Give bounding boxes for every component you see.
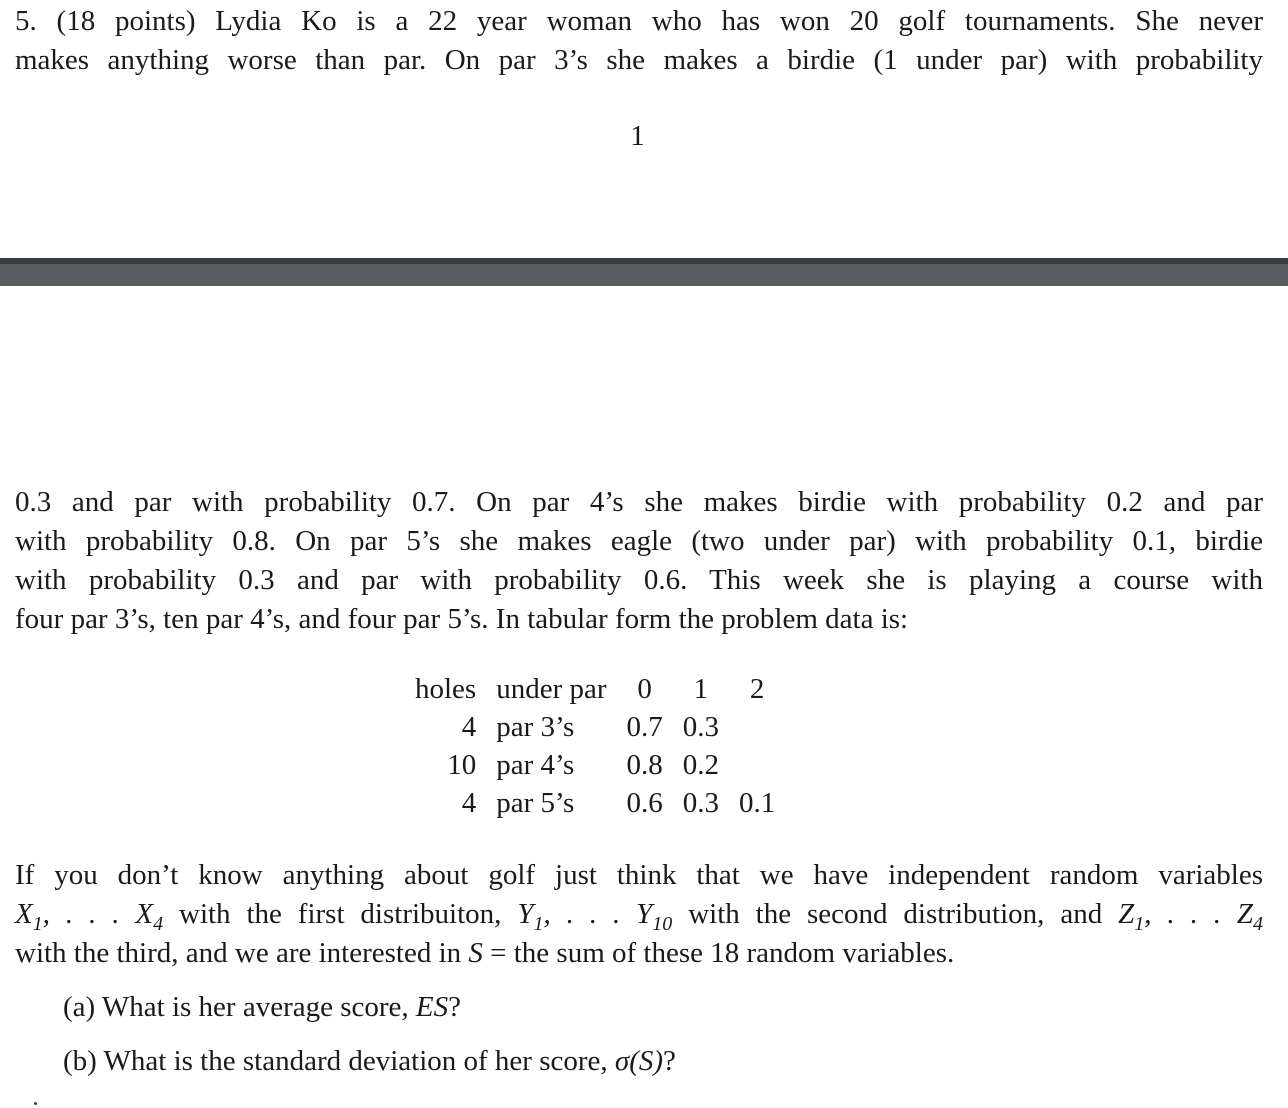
table-cell-p0: 0.7 <box>626 711 663 743</box>
table-cell-p1: 0.3 <box>682 711 720 743</box>
table-header-holes: holes <box>415 673 477 705</box>
math-z-seq: $Z_1$, . . . $Z_4$ <box>1118 898 1264 935</box>
table-cell-p1: 0.3 <box>682 787 720 819</box>
continuation-line-2: with probability 0.8. On par 5’s she makes eagle (two under par) with probability 0.1, birdie <box>15 525 1263 557</box>
probability-table <box>405 670 785 822</box>
table-header-2: 2 <box>749 673 765 705</box>
table-cell-p1: 0.2 <box>682 749 720 781</box>
problem-line-2: makes anything worse than par. On par 3’s she makes a birdie (1 under par) with probability <box>15 44 1263 76</box>
table-header-1: 1 <box>693 673 709 705</box>
page-top <box>0 0 1288 258</box>
question-b-suffix: ? <box>663 1045 676 1077</box>
table-row <box>405 708 785 746</box>
math-x-seq: $X_1$, . . . $X_4$ <box>15 898 164 935</box>
table-cell-holes: 4 <box>461 787 477 819</box>
page-break-divider <box>0 258 1288 286</box>
table-cell-holes: 10 <box>447 749 477 781</box>
problem-line-1: 5. (18 points) Lydia Ko is a 22 year woman who has won 20 golf tournaments. She never <box>15 5 1263 37</box>
table-row <box>405 784 785 822</box>
stray-mark <box>34 1102 37 1105</box>
table-header-0: 0 <box>637 673 652 705</box>
table-cell-p2 <box>729 708 785 746</box>
table-cell-type: par 4’s <box>496 749 575 781</box>
explain-line-3-a: with the third, and we are interested in <box>15 937 462 969</box>
table-cell-holes: 4 <box>461 711 477 743</box>
table-cell-type: par 3’s <box>496 711 575 743</box>
table-row <box>405 746 785 784</box>
explain-line-2 <box>15 895 1263 934</box>
math-s: S <box>468 937 483 969</box>
continuation-line-1: 0.3 and par with probability 0.7. On par 4’s she makes birdie with probability 0.2 and par <box>15 486 1263 518</box>
explain-line-2-b: with the second distribution, and <box>688 898 1103 930</box>
explain-line-1: If you don’t know anything about golf just think that we have independent random variables <box>15 859 1263 891</box>
problem-continuation <box>15 483 1263 639</box>
explain-line-2-a: with the first distribuiton, <box>179 898 502 930</box>
table-cell-p0: 0.6 <box>626 787 663 819</box>
table-header-row <box>405 670 785 708</box>
table-header-under-par: under par <box>496 673 607 705</box>
question-a <box>63 988 461 1027</box>
random-variable-explanation <box>15 856 1263 973</box>
question-a-math: ES <box>415 991 449 1023</box>
continuation-line-4: four par 3’s, ten par 4’s, and four par 5’s. In tabular form the problem data is: <box>15 603 909 635</box>
page-number: 1 <box>630 120 645 152</box>
table-cell-p2: 0.1 <box>739 787 776 819</box>
table-cell-p2 <box>729 746 785 784</box>
table-cell-type: par 5’s <box>496 787 575 819</box>
continuation-line-3: with probability 0.3 and par with probability 0.6. This week she is playing a course with <box>15 564 1263 596</box>
explain-line-3-b: = the sum of these 18 random variables. <box>490 937 955 969</box>
question-b-text: (b) What is the standard deviation of her score, <box>63 1045 608 1077</box>
table-cell-p0: 0.8 <box>626 749 663 781</box>
question-b <box>63 1042 676 1081</box>
math-y-seq: $Y_1$, . . . $Y_{10}$ <box>517 898 673 935</box>
question-b-math: σ(S) <box>614 1045 664 1077</box>
question-a-text: (a) What is her average score, <box>63 991 409 1023</box>
problem-intro <box>15 2 1263 80</box>
explain-line-3 <box>15 934 1263 973</box>
question-a-suffix: ? <box>448 991 462 1023</box>
